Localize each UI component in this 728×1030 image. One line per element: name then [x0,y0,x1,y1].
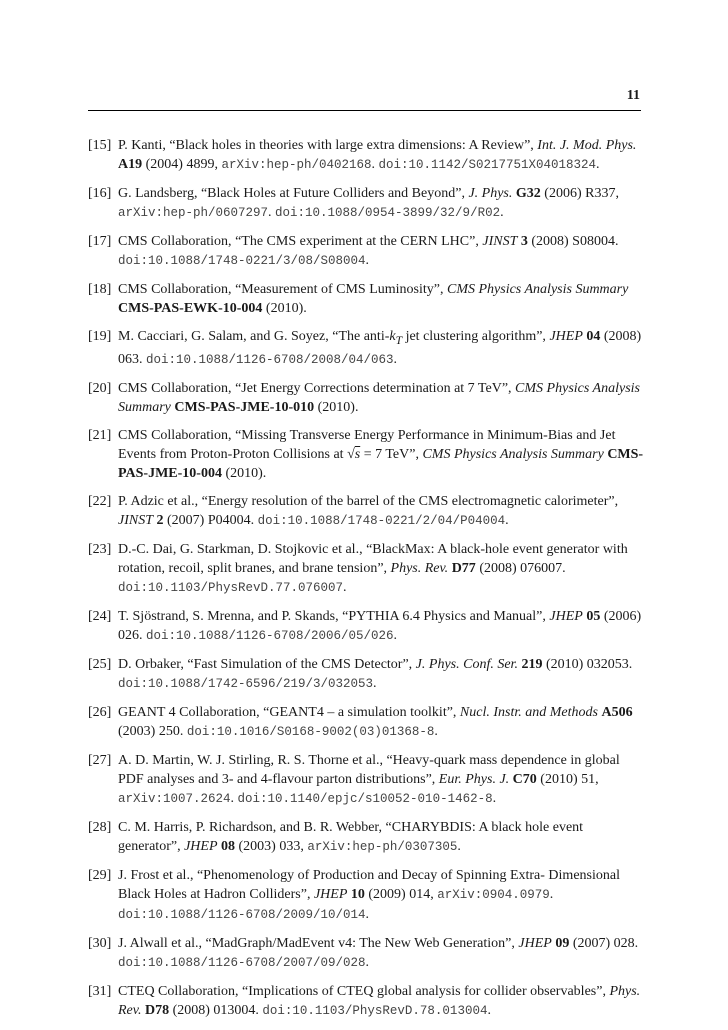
reference-journal: Int. J. Mod. Phys. [537,138,637,153]
reference-number: [19] [88,329,112,344]
reference-journal: J. Phys. Conf. Ser. [415,656,518,672]
reference-number: [27] [88,752,112,768]
reference-number: [20] [88,380,112,396]
reference-item: [25] D. Orbaker, “Fast Simulation of the CMS Detector”, J. Phys. Conf. Ser. 219 (2010) 032053. doi:10.1088/1742-6596/219/3/032053. [88,656,633,691]
reference-volume: CMS-PAS-JME-10-010 [174,399,315,415]
reference-details: (2003) 250. [118,723,187,739]
reference-journal: Phys. Rev. [390,560,449,576]
reference-number: [26] [88,704,112,720]
reference-details: (2003) 033, [235,838,308,854]
reference-title: “Black Holes at Future Colliders and Beyond”, [200,186,469,201]
reference-number: [18] [88,282,112,297]
references-list [88,136,644,1030]
reference-title: “PYTHIA 6.4 Physics and Manual”, [342,608,550,624]
reference-authors: CMS Collaboration, [118,282,236,297]
reference-authors: T. Sjöstrand, S. Mrenna, and P. Skands, [118,608,343,624]
reference-details: (2004) 4899, [142,157,222,172]
arxiv-link[interactable]: arXiv:0904.0979 [437,887,550,902]
reference-authors: P. Adzic et al., [118,493,202,509]
reference-authors: J. Alwall et al., [118,935,206,951]
reference-title: “Fast Simulation of the CMS Detector”, [187,656,416,672]
reference-journal: CMS Physics Analysis Summary [422,446,604,462]
reference-details: (2010) 51, [536,771,599,787]
reference-journal: J. Phys. [468,186,513,201]
reference-title: “Black holes in theories with large extra dimensions: A Review”, [169,138,538,153]
reference-title: “BlackMax: A black-hole event generator with rotation, recoil, split branes, and brane tension”, [118,541,628,576]
reference-volume: 04 [586,329,601,344]
reference-journal: Nucl. Instr. and Methods [459,704,598,720]
reference-journal: JHEP [313,886,348,902]
reference-details: (2010). [314,399,359,415]
doi-link[interactable]: doi:10.1088/1748-0221/3/08/S08004 [118,254,366,268]
math-variable: k [389,329,396,344]
math-subscript: T [395,333,403,347]
reference-volume: CMS-PAS-EWK-10-004 [118,301,263,316]
math-variable: s [354,446,361,462]
reference-details: (2006) 026. [118,608,642,643]
doi-link[interactable]: doi:10.1088/1126-6708/2008/04/063 [146,352,394,367]
doi-link[interactable]: doi:10.1088/1126-6708/2009/10/014 [118,907,366,922]
reference-title: “Measurement of CMS Luminosity”, [235,282,447,297]
reference-volume: 10 [350,886,365,902]
reference-title: “MadGraph/MadEvent v4: The New Web Generation”, [205,935,519,951]
reference-authors: CMS Collaboration, [118,427,236,443]
reference-authors: GEANT 4 Collaboration, [118,704,264,720]
reference-volume: 09 [555,935,570,951]
reference-item [88,379,644,417]
doi-link[interactable]: doi:10.1088/1126-6708/2007/09/028 [118,955,366,970]
reference-item: [19] M. Cacciari, G. Salam, and G. Soyez, “The anti-$k_T$ jet clustering algorithm”, JHEP 04 (2008) 063. doi:10.1088/1126-6708/2008/04/063. [88,329,642,367]
doi-link[interactable]: doi:10.1088/0954-3899/32/9/R02 [275,206,501,220]
doi-link[interactable]: doi:10.1103/PhysRevD.78.013004 [262,1003,488,1018]
reference-item: [26] GEANT 4 Collaboration, “GEANT4 – a simulation toolkit”, Nucl. Instr. and Methods A506 (2003) 250. doi:10.1016/S0168-9002(03)01368-8. [88,704,633,739]
reference-title: “The CMS experiment at the CERN LHC”, [235,234,483,249]
reference-item [88,280,644,318]
arxiv-link[interactable]: arXiv:1007.2624 [118,791,231,806]
reference-number: [15] [88,138,112,153]
reference-volume: 219 [521,656,543,672]
reference-authors: CTEQ Collaboration, [118,983,243,999]
reference-details: (2008) S08004. [527,234,619,249]
reference-title: “Jet Energy Corrections determination at 7 TeV”, [235,380,516,396]
reference-item: [24] T. Sjöstrand, S. Mrenna, and P. Skands, “PYTHIA 6.4 Physics and Manual”, JHEP 05 (2006) 026. doi:10.1088/1126-6708/2006/05/026. [88,608,642,643]
reference-item: [30] J. Alwall et al., “MadGraph/MadEvent v4: The New Web Generation”, JHEP 09 (2007) 028. doi:10.1088/1126-6708/2007/09/028. [88,935,639,970]
reference-title: “Phenomenology of Production and Decay of Spinning Extra- Dimensional Black Holes at Hadron Colliders”, [118,867,620,902]
reference-authors: D. Orbaker, [118,656,188,672]
reference-authors: G. Landsberg, [118,186,201,201]
doi-link[interactable]: doi:10.1103/PhysRevD.77.076007 [118,580,344,595]
reference-journal: JINST [482,234,518,249]
reference-volume: D77 [451,560,476,576]
arxiv-link[interactable]: arXiv:hep-ph/0607297 [118,206,269,220]
reference-volume: 08 [221,838,236,854]
doi-link[interactable]: doi:10.1016/S0168-9002(03)01368-8 [186,724,435,739]
doi-link[interactable]: doi:10.1088/1748-0221/2/04/P04004 [257,513,506,528]
reference-title: “Energy resolution of the barrel of the CMS electromagnetic calorimeter”, [201,493,619,509]
reference-details: (2007) P04004. [163,512,258,528]
reference-item: [31] CTEQ Collaboration, “Implications of CTEQ global analysis for collider observables”, Phys. Rev. D78 (2008) 013004. doi:10.1103/PhysRevD.78.013004. [88,983,641,1018]
reference-number: [31] [88,983,112,999]
reference-journal: JHEP [518,935,552,951]
reference-details: (2008) 013004. [169,1002,263,1018]
sqrt-symbol: √ [347,446,355,462]
reference-title: “The anti- [332,329,390,344]
reference-details: (2008) 063. [118,329,642,367]
reference-item: [29] J. Frost et al., “Phenomenology of Production and Decay of Spinning Extra- Dimensional Black Holes at Hadron Colliders”, JHEP 10 (2009) 014, arXiv:0904.0979. doi:10.1088/1126-6708/2009/10/014. [88,867,620,922]
reference-details: (2009) 014, [364,886,438,902]
reference-title: “GEANT4 – a simulation toolkit”, [263,704,460,720]
reference-number: [24] [88,608,112,624]
reference-number: [21] [88,427,112,443]
reference-item: [28] C. M. Harris, P. Richardson, and B. R. Webber, “CHARYBDIS: A black hole event generator”, JHEP 08 (2003) 033, arXiv:hep-ph/0307305. [88,819,584,854]
reference-authors: M. Cacciari, G. Salam, and G. Soyez, [118,329,333,344]
reference-item: [27] A. D. Martin, W. J. Stirling, R. S. Thorne et al., “Heavy-quark mass dependence in global PDF analyses and 3- and 4-flavour parton distributions”, Eur. Phys. J. C70 (2010) 51, arXiv:1007.2624. doi:10.1140/epjc/s10052-010-1462-8. [88,752,620,806]
reference-journal: JHEP [549,608,583,624]
reference-journal: CMS Physics Analysis Summary [118,380,641,415]
reference-title: “Implications of CTEQ global analysis for collider observables”, [242,983,610,999]
doi-link[interactable]: doi:10.1142/S0217751X04018324 [378,158,597,172]
reference-authors: CMS Collaboration, [118,380,236,396]
reference-authors: A. D. Martin, W. J. Stirling, R. S. Thorne et al., [118,752,387,768]
reference-journal: Phys. Rev. [118,983,641,1018]
reference-details: (2010). [221,465,267,481]
arxiv-link[interactable]: arXiv:hep-ph/0307305 [307,839,458,854]
reference-journal: CMS Physics Analysis Summary [446,282,629,297]
reference-item: [15] P. Kanti, “Black holes in theories with large extra dimensions: A Review”, Int. J. Mod. Phys. A19 (2004) 4899, arXiv:hep-ph/0402168. doi:10.1142/S0217751X04018324. [88,138,637,172]
reference-title: “Missing Transverse Energy Performance in Minimum-Bias and Jet Events from Proton-Proton Collisions at [118,427,616,462]
reference-volume: A506 [601,704,633,720]
reference-authors: CMS Collaboration, [118,234,236,249]
reference-item [88,426,644,483]
doi-link[interactable]: doi:10.1140/epjc/s10052-010-1462-8 [237,791,493,806]
reference-title-rest: jet clustering algorithm”, [402,329,550,344]
doi-link[interactable]: doi:10.1088/1742-6596/219/3/032053 [118,676,374,691]
reference-title-rest: = 7 TeV”, [360,446,423,462]
reference-item: [16] G. Landsberg, “Black Holes at Future Colliders and Beyond”, J. Phys. G32 (2006) R337, arXiv:hep-ph/0607297. doi:10.1088/0954-3899/32/9/R02. [88,186,619,220]
reference-number: [22] [88,493,112,509]
reference-number: [17] [88,234,112,249]
reference-volume: A19 [118,157,143,172]
reference-volume: G32 [515,186,541,201]
reference-volume: 3 [520,234,528,249]
sqrt-expression [347,447,360,462]
reference-volume: 2 [156,512,164,528]
reference-number: [25] [88,656,112,672]
reference-journal: JHEP [184,838,218,854]
reference-title: “CHARYBDIS: A black hole event generator”, [118,819,584,854]
reference-journal: JHEP [549,329,583,344]
reference-details: (2008) 076007. [475,560,566,576]
reference-details: (2007) 028. [569,935,639,951]
reference-journal: Eur. Phys. J. [438,771,510,787]
reference-authors: D.-C. Dai, G. Starkman, D. Stojkovic et al., [118,541,367,557]
reference-journal: JINST [118,512,153,528]
reference-item: [23] D.-C. Dai, G. Starkman, D. Stojkovic et al., “BlackMax: A black-hole event generator with rotation, recoil, split branes, and brane tension”, Phys. Rev. D77 (2008) 076007. doi:10.1103/PhysRevD.77.076007. [88,541,628,595]
reference-number: [28] [88,819,112,835]
doi-link[interactable]: doi:10.1088/1126-6708/2006/05/026 [146,628,394,643]
reference-details: (2006) R337, [540,186,619,201]
reference-volume: CMS-PAS-JME-10-004 [118,446,644,481]
reference-volume: C70 [512,771,537,787]
reference-number: [23] [88,541,112,557]
page-number: 11 [626,88,640,103]
reference-number: [16] [88,186,112,201]
header-rule [88,110,641,111]
arxiv-link[interactable]: arXiv:hep-ph/0402168 [221,158,372,172]
reference-number: [30] [88,935,112,951]
reference-title: “Heavy-quark mass dependence in global PDF analyses and 3- and 4-flavour parton distributions”, [118,752,620,787]
reference-volume: D78 [144,1002,170,1018]
reference-details: (2010) 032053. [542,656,633,672]
reference-authors: J. Frost et al., [118,867,197,883]
reference-number: [29] [88,867,112,883]
reference-details: (2010). [262,301,307,316]
reference-item: [17] CMS Collaboration, “The CMS experiment at the CERN LHC”, JINST 3 (2008) S08004. doi:10.1088/1748-0221/3/08/S08004. [88,234,619,268]
reference-item: [22] P. Adzic et al., “Energy resolution of the barrel of the CMS electromagnetic calorimeter”, JINST 2 (2007) P04004. doi:10.1088/1748-0221/2/04/P04004. [88,493,619,528]
reference-volume: 05 [586,608,601,624]
reference-authors: C. M. Harris, P. Richardson, and B. R. Webber, [118,819,386,835]
reference-authors: P. Kanti, [118,138,170,153]
